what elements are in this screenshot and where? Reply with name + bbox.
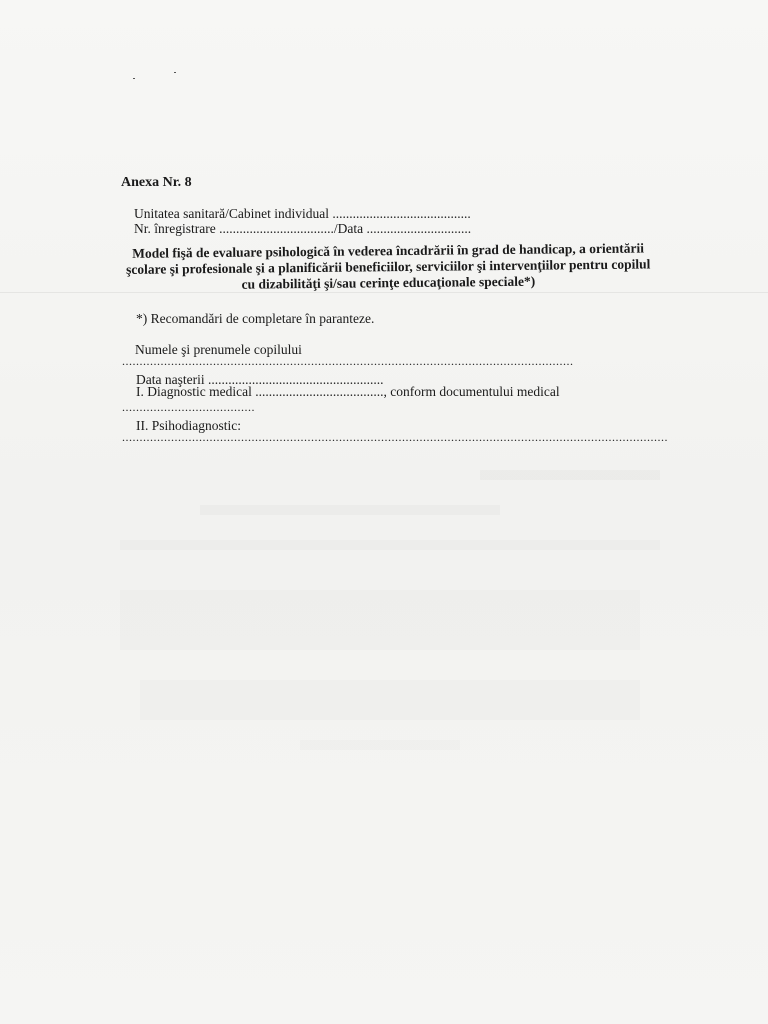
bleed-through-block [480, 470, 660, 480]
bleed-through-block [140, 680, 640, 720]
scan-speck [133, 78, 135, 79]
form-title-line-2: şcolare şi profesionale şi a planificării beneficiilor, serviciilor şi intervenţiilor pentru copilul [126, 256, 651, 277]
bleed-through-block [120, 590, 640, 650]
psychodiagnostic-dots: ............................................................................................................................................................ [122, 430, 668, 444]
birth-date-line: Data naşterii .................................................... [136, 372, 384, 387]
form-title-line-1: Model fişă de evaluare psihologică în vederea încadrării în grad de handicap, a orientării [132, 240, 645, 261]
registration-line: Nr. înregistrare ................................../Data ............................... [134, 221, 472, 236]
annex-title: Anexa Nr. 8 [121, 175, 192, 190]
child-name-dots: ................................................................................................................................. [122, 354, 574, 368]
child-name-label: Numele şi prenumele copilului [135, 342, 302, 357]
bleed-through-block [300, 740, 460, 750]
unit-line: Unitatea sanitară/Cabinet individual ......................................... [134, 206, 471, 221]
scan-artifact-line [0, 292, 768, 293]
bleed-through-block [120, 540, 660, 550]
bleed-through-block [200, 505, 500, 515]
medical-diagnostic-dots: ...................................... [122, 400, 255, 414]
form-title [118, 240, 658, 294]
psychodiagnostic-label: II. Psihodiagnostic: [136, 418, 241, 433]
medical-diagnostic-line: I. Diagnostic medical ......................................, conform documentului medical [136, 384, 560, 399]
scan-speck [174, 72, 176, 73]
form-title-line-3: cu dizabilităţi şi/sau cerinţe educaţionale speciale*) [241, 273, 536, 292]
completion-footnote: *) Recomandări de completare în paranteze. [136, 311, 375, 326]
